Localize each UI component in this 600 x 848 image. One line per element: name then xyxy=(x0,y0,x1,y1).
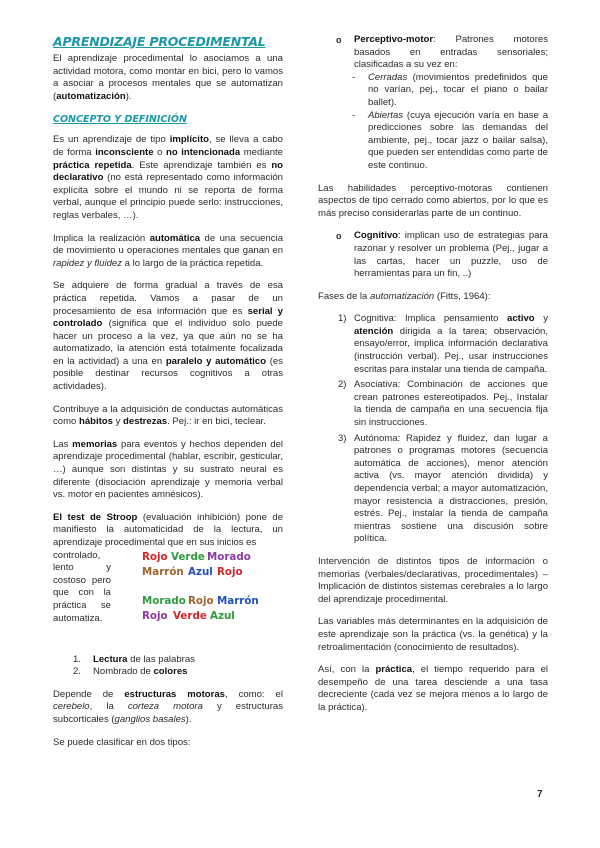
stroop-word: Morado xyxy=(207,550,251,563)
text-run: y xyxy=(534,313,548,325)
subsection-title: CONCEPTO Y DEFINICIÓN xyxy=(53,114,187,126)
text-run: (cuya ejecución varía en base a predicciones sobre las demandas del ambiente, pej., tocar jazz o bailar salsa), que pueden ser entendidas como parte de este continuo. xyxy=(368,109,548,171)
stroop-word: Rojo xyxy=(142,609,168,622)
stroop-word: Rojo xyxy=(217,565,243,578)
stroop-word: Verde xyxy=(173,609,207,622)
dash-item-abiertas xyxy=(318,110,548,173)
variables-paragraph: Las variables más determinantes en la adquisición de este aprendizaje son la práctica (vs. la genética) y la retroalimentación (conocimiento de resultados). xyxy=(318,616,548,653)
text-run: Autónoma: Rapidez y fluidez, dan lugar a patrones o programas motores (secuencia automática de acciones), menor atención activa (vs. mayor atención dividida) y dependencia verbal; a mayor automatización, mayor resistencia a distracciones, presión, estrés. Pej., instalar la tienda de campaña mientras sostiene una discusión sobre política. xyxy=(354,432,548,545)
text-run: Fases de la xyxy=(318,290,371,302)
bullet-text xyxy=(354,230,548,279)
stroop-word: Azul xyxy=(188,565,213,578)
text-run: Depende de xyxy=(53,688,125,700)
text-run: , el tiempo requerido para el desempeño de una tarea desciende a una tasa decreciente (cada vez se mejora menos a lo largo de la práctica). xyxy=(318,664,548,713)
bold-text: práctica repetida xyxy=(53,159,132,171)
italic-text: cerebelo xyxy=(53,701,90,713)
text-run: : Patrones motores basados en entradas sensoriales; clasificadas a su vez en: xyxy=(354,34,548,71)
text-run: . Pej.: ir en bici, teclear. xyxy=(167,416,266,428)
text-run: Asociativa: Combinación de acciones que crean patrones estereotipados. Pej., Instalar la tienda de campaña en una secuencia fija sin instrucciones. xyxy=(354,379,548,429)
bold-text: práctica xyxy=(375,664,413,676)
text-run: , se lleva a cabo de forma xyxy=(53,134,283,158)
section-title: APRENDIZAJE PROCEDIMENTAL xyxy=(53,34,266,49)
text-run: y xyxy=(112,416,124,428)
dash-item-cerradas xyxy=(318,72,548,110)
phase-text xyxy=(354,313,548,374)
stroop-word: Morado xyxy=(142,594,186,607)
stroop-description: controlado, lento y costoso pero que con la práctica se automatiza. xyxy=(53,549,111,624)
italic-text: Abiertas xyxy=(368,109,404,121)
italic-text: ganglios basales xyxy=(114,713,186,725)
text-run: (significa que el individuo solo puede hacer un proceso a la vez, ya que aún no se ha automatizado, la atención está totalmente focalizada en la actividad) a una en xyxy=(53,318,283,367)
bullet-perceptivo-motor xyxy=(318,34,548,72)
skills-paragraph: Las habilidades perceptivo-motoras contienen aspectos de tipo cerrado como abiertos, por lo que es más preciso considerarlas parte de un continuo. xyxy=(318,182,548,219)
phase-item xyxy=(318,313,548,376)
italic-text: corteza motora xyxy=(127,701,203,713)
text-run: Implica la realización xyxy=(53,232,150,244)
phases-intro xyxy=(318,291,548,304)
bold-text: colores xyxy=(153,666,188,678)
stroop-word: Rojo xyxy=(188,594,214,607)
phase-text xyxy=(354,433,548,545)
text-run: (evaluación inhibición) pone de manifiesto la automaticidad de la lectura, un aprendizaje procedimental que en sus inicios es xyxy=(53,511,283,548)
text-run: El aprendizaje procedimental lo asociamos a una actividad motora, como montar en bici, pero lo vamos a asociar a procesos mentales que se automatizan ( xyxy=(53,53,283,102)
text-run: : implican uso de estrategias para razonar y resolver un problema (Pej., jugar a las cartas, hacer un puzzle, uso de herramientas para un fin, ..) xyxy=(354,230,548,280)
italic-text: Cerradas xyxy=(368,71,408,83)
text-run: de las palabras xyxy=(127,653,195,665)
bold-text: estructuras motoras xyxy=(124,688,225,700)
text-run: . Este aprendizaje también es xyxy=(131,159,272,171)
intro-paragraph xyxy=(53,53,283,103)
structures-paragraph xyxy=(53,689,283,727)
text-run: (es posible destinar recursos cognitivos a otras actividades). xyxy=(53,355,283,393)
list-item xyxy=(73,653,283,667)
dash-icon: - xyxy=(352,71,356,83)
text-run: , como: el xyxy=(224,688,283,700)
stroop-word: Rojo xyxy=(142,550,168,563)
automatic-paragraph xyxy=(53,233,283,271)
intervention-paragraph: Intervención de distintos tipos de información o memorias (verbales/declarativas, procedimentales) – Implicación de distintos sistemas cerebrales a lo largo del aprendizaje procedimental. xyxy=(318,555,548,605)
bold-text: no intencionada xyxy=(166,146,241,158)
list-text xyxy=(93,666,187,677)
text-run: Es un aprendizaje de tipo xyxy=(53,134,170,146)
text-run: Contribuye a la adquisición de conductas automáticas como xyxy=(53,403,283,428)
bold-text: paralelo y automático xyxy=(165,355,267,367)
stroop-side-text xyxy=(53,550,111,626)
text-run: ). xyxy=(185,713,192,725)
text-run: mediante xyxy=(240,146,283,158)
stroop-list xyxy=(73,653,283,679)
stroop-word: Verde xyxy=(171,550,205,563)
habits-paragraph xyxy=(53,404,283,429)
stroop-word: Azul xyxy=(210,609,235,622)
text-run: (no está representado como información explícita sobre el mundo ni se reporta de forma verbal, aunque el principio puede serlo: instrucciones, reglas verbales, …). xyxy=(53,172,283,221)
bold-text: memorias xyxy=(72,438,118,450)
practice-paragraph xyxy=(318,664,548,714)
bullet-icon: o xyxy=(336,231,342,242)
gradual-paragraph xyxy=(53,280,283,393)
text-run: Se adquiere de forma gradual a través de esa práctica repetida. Vamos a pasar de un procesamiento de esa información que es xyxy=(53,280,283,317)
text-run: Así, con la xyxy=(318,664,376,676)
bold-text: serial y controlado xyxy=(53,305,283,330)
text-run: Cognitiva: Implica pensamiento xyxy=(354,313,508,325)
right-column xyxy=(318,34,548,715)
list-text xyxy=(93,654,195,665)
page-number: 7 xyxy=(537,789,543,800)
memories-paragraph xyxy=(53,439,283,502)
classify-paragraph: Se puede clasificar en dos tipos: xyxy=(53,736,191,748)
bold-text: destrezas xyxy=(123,416,168,428)
text-run: o xyxy=(153,146,167,158)
list-number: 1. xyxy=(73,653,81,665)
phase-number: 2) xyxy=(338,379,347,391)
list-number: 2. xyxy=(73,666,81,678)
text-run: (movimientos predefinidos que no varían, pej., tocar el piano o bailar ballet). xyxy=(368,71,548,108)
bold-text: inconsciente xyxy=(95,146,154,158)
list-item xyxy=(73,666,283,679)
phase-text xyxy=(354,379,548,428)
text-run: dirigida a la tarea; observación, ensayo/error, implica información declarativa (instrucción verbal). Pej., usar instrucciones escritas para instalar una tienda de campaña. xyxy=(354,325,548,375)
text-run: (Fitts, 1964): xyxy=(434,290,491,302)
text-run: Nombrado de xyxy=(93,666,154,678)
bold-text: automática xyxy=(149,232,201,244)
dash-icon: - xyxy=(352,109,356,121)
italic-text: rapidez y fluidez xyxy=(53,257,122,269)
text-run: Las xyxy=(53,438,73,450)
bold-text: implícito xyxy=(169,134,209,146)
stroop-word: Marrón xyxy=(217,594,259,607)
bullet-icon: o xyxy=(336,35,342,45)
italic-text: automatización xyxy=(370,290,435,302)
bold-text: atención xyxy=(354,325,394,337)
text-run: , la xyxy=(89,701,128,713)
text-run: a lo largo de la práctica repetida. xyxy=(122,257,264,269)
bold-text: El test de Stroop xyxy=(53,511,138,523)
bold-text: Perceptivo-motor xyxy=(354,34,434,45)
dash-text xyxy=(368,72,548,108)
text-run: para eventos y hechos dependen del aprendizaje procedimental (hablar, escribir, gesticular, …) aunque son distintas y su sustrato neural es diferente (disociación aprendizaje y memoria verbal vs. motor en pacientes amnésicos). xyxy=(53,438,283,501)
dash-text xyxy=(368,110,548,171)
text-run: ). xyxy=(125,90,132,102)
phase-number: 3) xyxy=(338,432,347,444)
bold-text: activo xyxy=(507,313,535,325)
bold-text: Cognitivo xyxy=(354,230,399,242)
bullet-cognitivo xyxy=(318,230,548,280)
phase-item xyxy=(318,379,548,429)
phase-item xyxy=(318,433,548,546)
stroop-paragraph xyxy=(53,512,283,550)
bold-text: automatización xyxy=(56,90,126,102)
text-run: de una secuencia de movimiento u operaciones mentales que ganan en xyxy=(53,232,284,257)
definition-paragraph xyxy=(53,134,283,222)
bold-text: hábitos xyxy=(79,416,113,428)
phase-number: 1) xyxy=(338,313,347,325)
left-column xyxy=(53,34,283,749)
bold-text: no declarativo xyxy=(53,159,283,184)
bold-text: Lectura xyxy=(93,653,128,665)
stroop-word: Marrón xyxy=(142,565,184,578)
stroop-figure xyxy=(53,550,283,648)
text-run: y estructuras subcorticales ( xyxy=(53,701,283,725)
bullet-text xyxy=(354,34,548,70)
